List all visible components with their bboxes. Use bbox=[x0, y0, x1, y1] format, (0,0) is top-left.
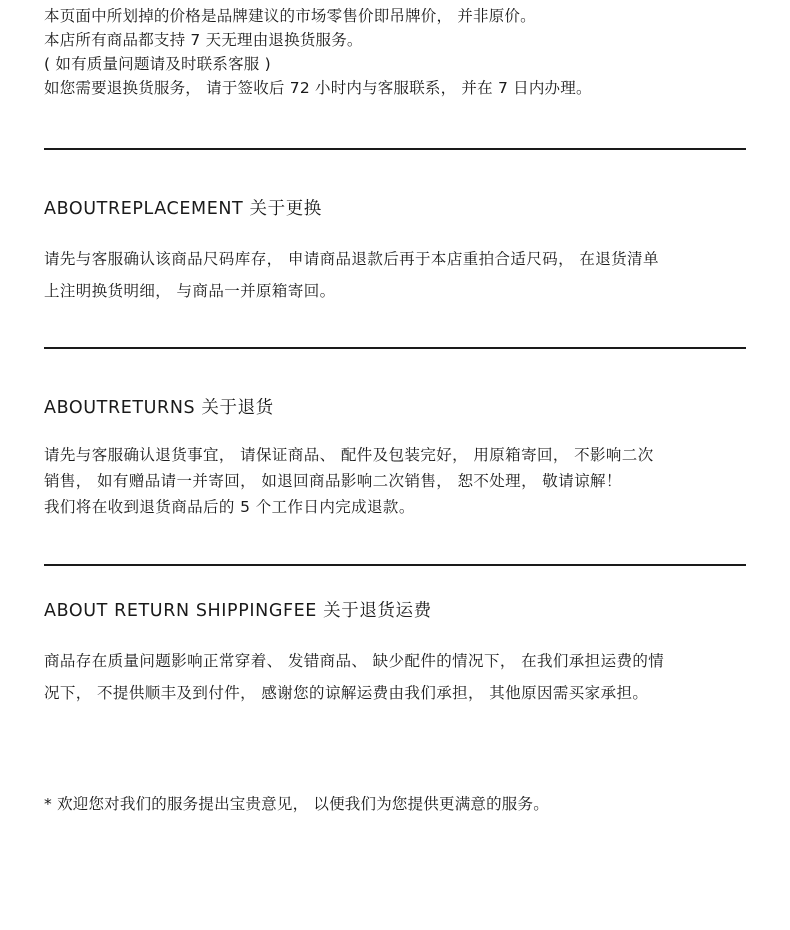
section-body-shipping-fee bbox=[44, 645, 748, 709]
intro-line-7day: 本店所有商品都支持 7 天无理由退换货服务。 bbox=[44, 31, 363, 49]
footer-note: * 欢迎您对我们的服务提出宝贵意见， 以便我们为您提供更满意的服务。 bbox=[44, 795, 549, 813]
replacement-line: 请先与客服确认该商品尺码库存， 申请商品退款后再于本店重拍合适尺码， 在退货清单 bbox=[44, 250, 659, 268]
intro-line-price: 本页面中所划掉的价格是品牌建议的市场零售价即吊牌价， 并非原价。 bbox=[44, 7, 536, 25]
shipping-fee-line: 况下， 不提供顺丰及到付件， 感谢您的谅解运费由我们承担， 其他原因需买家承担。 bbox=[44, 684, 649, 702]
section-heading-returns: ABOUTRETURNS 关于退货 bbox=[44, 398, 274, 418]
returns-line: 请先与客服确认退货事宜， 请保证商品、 配件及包装完好， 用原箱寄回， 不影响二次 bbox=[44, 446, 654, 464]
section-heading-shipping-fee: ABOUT RETURN SHIPPINGFEE 关于退货运费 bbox=[44, 601, 432, 621]
divider bbox=[44, 564, 746, 566]
intro-block bbox=[44, 4, 748, 100]
section-heading-replacement: ABOUTREPLACEMENT 关于更换 bbox=[44, 199, 322, 219]
returns-line: 我们将在收到退货商品后的 5 个工作日内完成退款。 bbox=[44, 498, 415, 516]
intro-line-quality: ( 如有质量问题请及时联系客服 ) bbox=[44, 55, 271, 73]
section-body-returns bbox=[44, 442, 748, 520]
replacement-line: 上注明换货明细， 与商品一并原箱寄回。 bbox=[44, 282, 336, 300]
returns-line: 销售， 如有赠品请一并寄回， 如退回商品影响二次销售， 恕不处理， 敬请谅解！ bbox=[44, 472, 622, 490]
intro-line-72h: 如您需要退换货服务， 请于签收后 72 小时内与客服联系， 并在 7 日内办理。 bbox=[44, 79, 592, 97]
divider bbox=[44, 347, 746, 349]
divider bbox=[44, 148, 746, 150]
shipping-fee-line: 商品存在质量问题影响正常穿着、 发错商品、 缺少配件的情况下， 在我们承担运费的情 bbox=[44, 652, 665, 670]
section-body-replacement bbox=[44, 243, 748, 307]
